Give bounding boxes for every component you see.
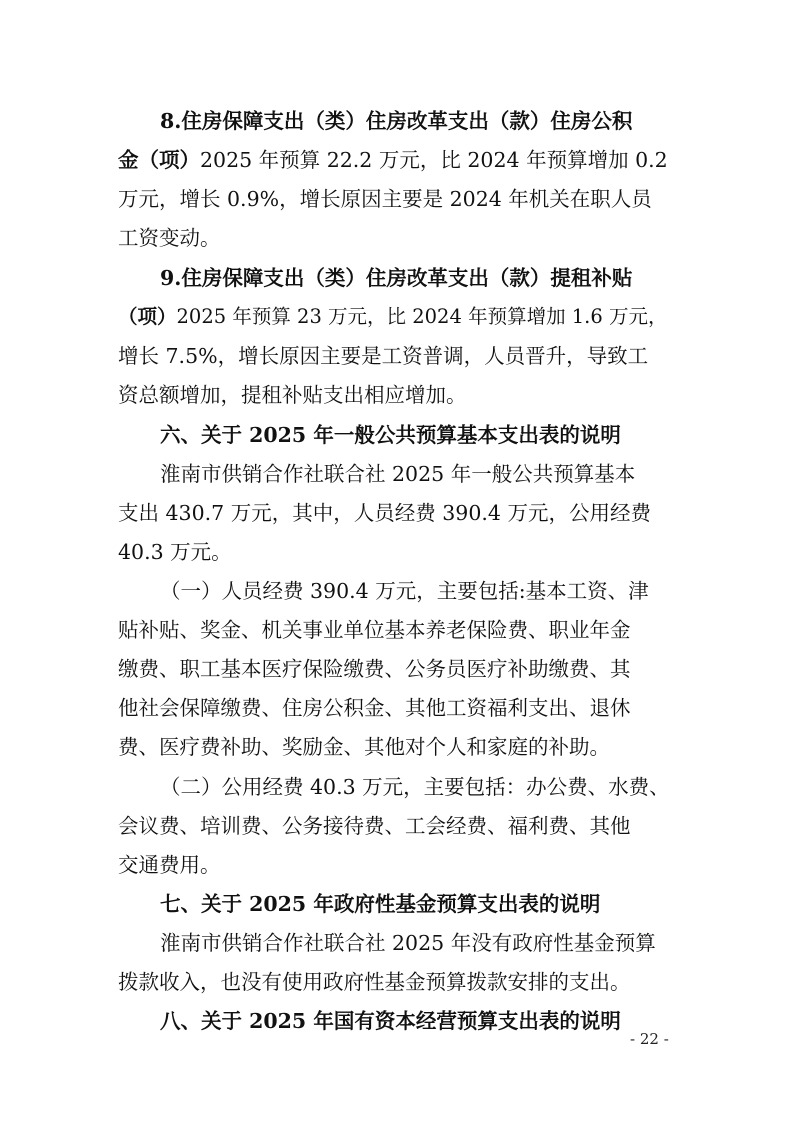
text-line (118, 224, 673, 252)
text-line (118, 303, 673, 331)
line-segment-group (118, 303, 667, 331)
line-segment: 工资变动。 (118, 226, 221, 250)
page-number: - 22 - (630, 1030, 669, 1048)
text-line (118, 733, 673, 761)
line-segment: 缴费、职工基本医疗保险缴费、公务员医疗补助缴费、其 (118, 657, 631, 681)
text-line (160, 773, 673, 801)
line-segment: 40.3 万元。 (118, 540, 232, 564)
line-segment: 资总额增加，提租补贴支出相应增加。 (118, 383, 467, 407)
text-line (160, 460, 673, 488)
line-segment: 贴补贴、奖金、机关事业单位基本养老保险费、职业年金 (118, 618, 631, 642)
text-line (118, 381, 673, 409)
text-line (160, 929, 673, 957)
heading-text: 六、关于 2025 年一般公共预算基本支出表的说明 (160, 423, 621, 447)
line-segment: （二）公用经费 40.3 万元，主要包括：办公费、水费、 (160, 775, 670, 799)
line-segment: 会议费、培训费、公务接待费、工会经费、福利费、其他 (118, 814, 631, 838)
section-heading (160, 1007, 673, 1035)
text-line (118, 342, 673, 370)
heading-text: 八、关于 2025 年国有资本经营预算支出表的说明 (160, 1009, 621, 1033)
line-segment: 淮南市供销合作社联合社 2025 年没有政府性基金预算 (160, 931, 656, 955)
text-line (160, 107, 673, 135)
line-segment: 费、医疗费补助、奖励金、其他对个人和家庭的补助。 (118, 735, 610, 759)
line-segment: 交通费用。 (118, 853, 221, 877)
line-segment: 2025 年预算 22.2 万元，比 2024 年预算增加 0.2 (200, 148, 668, 172)
text-line (118, 616, 673, 644)
line-segment: （项） (118, 305, 177, 328)
text-line (118, 694, 673, 722)
line-segment: 增长 7.5%，增长原因主要是工资普调，人员晋升，导致工 (118, 344, 649, 368)
line-segment: 淮南市供销合作社联合社 2025 年一般公共预算基本 (160, 462, 636, 486)
text-line (160, 264, 673, 292)
line-segment: 9.住房保障支出（类）住房改革支出（款）提租补贴 (160, 266, 633, 290)
section-heading (160, 890, 673, 918)
text-line (118, 185, 673, 213)
line-segment: （一）人员经费 390.4 万元，主要包括:基本工资、津 (160, 579, 649, 603)
line-segment-group (118, 146, 668, 174)
line-segment: 2025 年预算 23 万元，比 2024 年预算增加 1.6 万元， (176, 305, 668, 328)
text-line (118, 499, 673, 527)
heading-text: 七、关于 2025 年政府性基金预算支出表的说明 (160, 892, 601, 916)
text-line (118, 851, 673, 879)
text-line (118, 968, 673, 996)
text-line (118, 812, 673, 840)
line-segment: 支出 430.7 万元，其中，人员经费 390.4 万元，公用经费 (118, 501, 651, 525)
line-segment: 拨款收入，也没有使用政府性基金预算拨款安排的支出。 (118, 970, 631, 994)
text-line (118, 538, 673, 566)
text-line (160, 577, 673, 605)
line-segment: 他社会保障缴费、住房公积金、其他工资福利支出、退休 (118, 696, 631, 720)
section-heading (160, 421, 673, 449)
line-segment: 金（项） (118, 148, 200, 172)
text-line (118, 655, 673, 683)
line-segment: 8.住房保障支出（类）住房改革支出（款）住房公积 (160, 109, 633, 133)
line-segment: 万元，增长 0.9%，增长原因主要是 2024 年机关在职人员 (118, 187, 652, 211)
text-line (118, 146, 673, 174)
